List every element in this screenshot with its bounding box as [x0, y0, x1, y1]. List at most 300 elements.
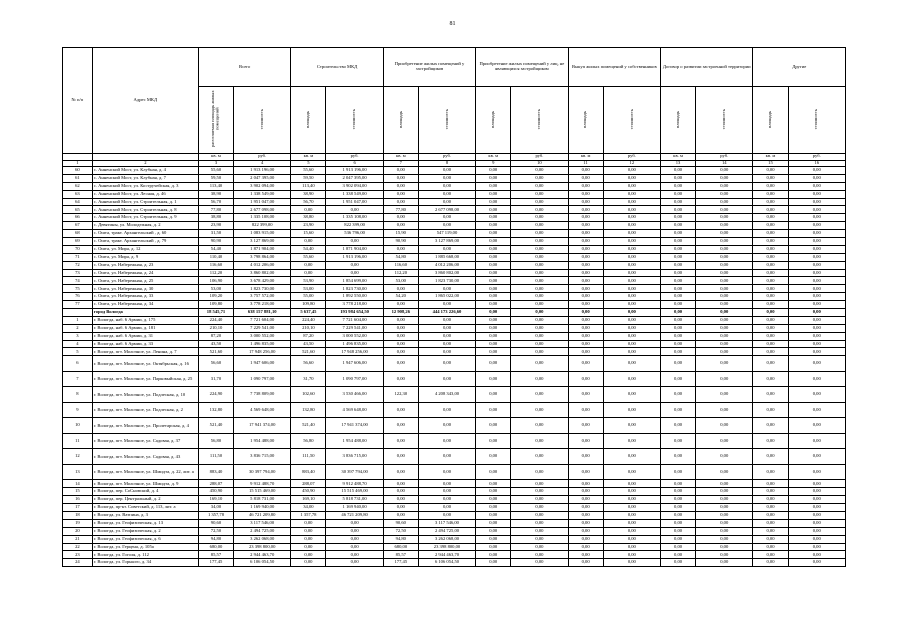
cost-cell: 1 954 488,00: [234, 433, 291, 449]
area-cell: 15,90: [383, 230, 418, 238]
cost-cell: 0,00: [511, 348, 568, 356]
area-cell: 0,00: [476, 332, 511, 340]
area-cell: 90,60: [383, 519, 418, 527]
cost-cell: 1 496 835,00: [234, 340, 291, 348]
area-cell: 177,45: [383, 559, 418, 567]
cost-cell: 0,00: [788, 371, 846, 387]
area-cell: 0,00: [753, 340, 788, 348]
cost-cell: 0,00: [603, 324, 660, 332]
area-cell: 0,00: [661, 449, 696, 465]
cost-cell: 0,00: [696, 261, 753, 269]
cost-cell: 0,00: [511, 174, 568, 182]
cost-cell: 3 860 802,00: [418, 269, 475, 277]
cost-cell: 0,00: [511, 277, 568, 285]
area-cell: 0,00: [753, 309, 788, 317]
area-cell: 5 637,45: [291, 309, 326, 317]
cost-cell: 0,00: [788, 206, 846, 214]
cost-cell: 444 173 226,60: [418, 309, 475, 317]
area-cell: 0,00: [383, 190, 418, 198]
area-cell: 0,00: [476, 535, 511, 543]
cost-cell: 0,00: [511, 238, 568, 246]
table-row: [63, 551, 846, 559]
cost-cell: 0,00: [418, 174, 475, 182]
area-cell: 0,00: [661, 340, 696, 348]
cost-cell: 0,00: [788, 402, 846, 418]
cost-cell: 0,00: [326, 238, 383, 246]
area-cell: 56,70: [198, 198, 233, 206]
area-cell: 0,00: [383, 496, 418, 504]
area-cell: 210,10: [198, 324, 233, 332]
cost-cell: 0,00: [603, 348, 660, 356]
area-cell: 0,00: [476, 167, 511, 175]
address-cell: г. Вологда, пгт. Молочное, ул. Шмидта, д. 9: [92, 480, 198, 488]
cost-cell: 15 515 469,00: [234, 488, 291, 496]
cost-cell: 0,00: [603, 356, 660, 372]
row-number: 71: [63, 253, 93, 261]
cost-cell: 0,00: [696, 253, 753, 261]
area-cell: 0,00: [476, 488, 511, 496]
area-cell: 0,00: [753, 238, 788, 246]
cost-cell: 0,00: [788, 277, 846, 285]
table-row: [63, 504, 846, 512]
cost-cell: 0,00: [603, 340, 660, 348]
area-cell: 0,00: [383, 301, 418, 309]
cost-cell: 0,00: [511, 190, 568, 198]
area-cell: 0,00: [476, 269, 511, 277]
cost-cell: 1 947 606,00: [326, 356, 383, 372]
cost-cell: 0,00: [418, 418, 475, 434]
area-cell: 0,00: [568, 551, 603, 559]
cost-cell: 3 117 546,00: [418, 519, 475, 527]
area-cell: 59,50: [198, 174, 233, 182]
row-number: 2: [63, 324, 93, 332]
cost-cell: 0,00: [603, 238, 660, 246]
table-row: [63, 371, 846, 387]
area-cell: 54,40: [291, 245, 326, 253]
unit-cell: руб.: [603, 154, 660, 161]
row-number: 76: [63, 293, 93, 301]
housing-relocation-table: [62, 47, 846, 567]
area-cell: 55,00: [291, 293, 326, 301]
table-row: [63, 316, 846, 324]
area-cell: 0,00: [753, 348, 788, 356]
cost-cell: 0,00: [511, 504, 568, 512]
area-cell: 0,00: [661, 387, 696, 403]
unit-cell: кв. м: [476, 154, 511, 161]
cost-cell: 0,00: [603, 206, 660, 214]
table-row: [63, 433, 846, 449]
row-number: 64: [63, 198, 93, 206]
row-number: 16: [63, 496, 93, 504]
area-cell: 0,00: [568, 543, 603, 551]
cost-cell: 0,00: [603, 464, 660, 480]
cost-cell: 4 012 206,00: [418, 261, 475, 269]
area-cell: 0,00: [568, 324, 603, 332]
subheader-cost: стоимость: [326, 87, 383, 154]
area-cell: 883,40: [198, 464, 233, 480]
row-number: 7: [63, 371, 93, 387]
cost-cell: 0,00: [696, 238, 753, 246]
cost-cell: 0,00: [511, 480, 568, 488]
area-cell: 0,00: [568, 206, 603, 214]
cost-cell: 0,00: [326, 535, 383, 543]
cost-cell: 4 569 648,00: [326, 402, 383, 418]
area-cell: 0,00: [383, 245, 418, 253]
area-cell: 109,80: [291, 301, 326, 309]
address-cell: г. Вологда, пгт. Молочное, ул. Подлесная, д. 2: [92, 402, 198, 418]
area-cell: 177,45: [198, 559, 233, 567]
cost-cell: 0,00: [788, 167, 846, 175]
row-number: 5: [63, 348, 93, 356]
area-cell: 0,00: [753, 496, 788, 504]
cost-cell: 0,00: [418, 371, 475, 387]
cost-cell: 0,00: [511, 511, 568, 519]
area-cell: 0,00: [661, 488, 696, 496]
area-cell: 0,00: [661, 190, 696, 198]
row-number: 9: [63, 402, 93, 418]
cost-cell: 0,00: [603, 504, 660, 512]
area-cell: 0,00: [383, 167, 418, 175]
area-cell: 0,00: [568, 348, 603, 356]
cost-cell: 0,00: [788, 198, 846, 206]
cost-cell: 0,00: [788, 222, 846, 230]
row-number: 4: [63, 340, 93, 348]
area-cell: 0,00: [291, 543, 326, 551]
address-cell: г. Вологда, наб. 6 Армии, д. 33: [92, 340, 198, 348]
cost-cell: 0,00: [511, 245, 568, 253]
area-cell: 23,90: [291, 222, 326, 230]
cost-cell: 17 948 256,00: [234, 348, 291, 356]
area-cell: 34,00: [198, 504, 233, 512]
area-cell: 0,00: [383, 214, 418, 222]
area-cell: 56,80: [198, 433, 233, 449]
row-number: 66: [63, 214, 93, 222]
area-cell: 0,00: [568, 449, 603, 465]
area-cell: 0,00: [476, 198, 511, 206]
area-cell: 1 357,78: [198, 511, 233, 519]
area-cell: 38,80: [198, 214, 233, 222]
table-body: [63, 167, 846, 567]
table-row: [63, 519, 846, 527]
area-cell: 0,00: [753, 504, 788, 512]
area-cell: 0,00: [753, 433, 788, 449]
area-cell: 0,00: [753, 245, 788, 253]
header-group-construction: Строительство МКД: [291, 48, 383, 87]
area-cell: 0,00: [476, 285, 511, 293]
cost-cell: 0,00: [511, 293, 568, 301]
cost-cell: 0,00: [696, 559, 753, 567]
area-cell: 680,00: [198, 543, 233, 551]
column-number-cell: 14: [696, 160, 753, 167]
area-cell: 0,00: [753, 527, 788, 535]
cost-cell: 30 397 794,00: [326, 464, 383, 480]
cost-cell: 0,00: [788, 535, 846, 543]
unit-cell: руб.: [234, 154, 291, 161]
cost-cell: 0,00: [788, 464, 846, 480]
cost-cell: 1 951 047,00: [234, 198, 291, 206]
area-cell: 0,00: [291, 238, 326, 246]
area-cell: 0,00: [661, 480, 696, 488]
cost-cell: 0,00: [418, 340, 475, 348]
cost-cell: 0,00: [326, 559, 383, 567]
cost-cell: 0,00: [511, 433, 568, 449]
cost-cell: 0,00: [418, 488, 475, 496]
cost-cell: 1 892 550,00: [326, 293, 383, 301]
column-number-cell: 5: [291, 160, 326, 167]
cost-cell: 0,00: [696, 198, 753, 206]
cost-cell: 3 262 068,00: [418, 535, 475, 543]
cost-cell: 0,00: [603, 261, 660, 269]
area-cell: 0,00: [661, 496, 696, 504]
cost-cell: 0,00: [418, 464, 475, 480]
cost-cell: 0,00: [603, 245, 660, 253]
header-group-buyout: Выкуп жилых помещений у собственников: [568, 48, 660, 87]
header-group-development-contract: Договор о развитии застроенной территории: [661, 48, 753, 87]
cost-cell: 0,00: [603, 551, 660, 559]
cost-cell: 0,00: [788, 182, 846, 190]
cost-cell: 193 984 654,50: [326, 309, 383, 317]
area-cell: 0,00: [568, 504, 603, 512]
cost-cell: 0,00: [696, 535, 753, 543]
area-cell: 0,00: [383, 418, 418, 434]
cost-cell: 0,00: [788, 301, 846, 309]
cost-cell: 0,00: [418, 449, 475, 465]
column-number-cell: 15: [753, 160, 788, 167]
area-cell: 0,00: [661, 293, 696, 301]
area-cell: 0,00: [476, 261, 511, 269]
cost-cell: 0,00: [511, 519, 568, 527]
cost-cell: 0,00: [603, 167, 660, 175]
cost-cell: 17 941 374,00: [234, 418, 291, 434]
cost-cell: 0,00: [696, 293, 753, 301]
area-cell: 90,90: [383, 238, 418, 246]
cost-cell: 0,00: [511, 551, 568, 559]
area-cell: 0,00: [568, 174, 603, 182]
subheader-area: расселяемая площадь жилых помещений: [198, 87, 233, 154]
area-cell: 0,00: [476, 190, 511, 198]
subheader-cost: стоимость: [603, 87, 660, 154]
area-cell: 0,00: [568, 230, 603, 238]
table-row: [63, 449, 846, 465]
area-cell: 0,00: [476, 402, 511, 418]
cost-cell: 1 885 668,00: [418, 253, 475, 261]
cost-cell: 0,00: [603, 309, 660, 317]
row-number: 24: [63, 559, 93, 567]
cost-cell: 0,00: [418, 480, 475, 488]
cost-cell: 0,00: [511, 496, 568, 504]
cost-cell: 0,00: [418, 316, 475, 324]
area-cell: 0,00: [568, 535, 603, 543]
address-cell: с. Анненский Мост, ул. Лесная, д. 46: [92, 190, 198, 198]
address-cell: с. Анненский Мост, ул. Строительная, д. 9: [92, 214, 198, 222]
cost-cell: 0,00: [418, 214, 475, 222]
table-row: [63, 238, 846, 246]
area-cell: 0,00: [753, 277, 788, 285]
cost-cell: 0,00: [788, 356, 846, 372]
area-cell: 87,20: [198, 332, 233, 340]
row-number: 19: [63, 519, 93, 527]
area-cell: 0,00: [476, 214, 511, 222]
area-cell: 0,00: [661, 174, 696, 182]
area-cell: 0,00: [476, 238, 511, 246]
area-cell: 0,00: [753, 480, 788, 488]
area-cell: 0,00: [568, 387, 603, 403]
address-cell: г. Вологда, ул. Ватпина, д. 3: [92, 511, 198, 519]
area-cell: 0,00: [476, 371, 511, 387]
area-cell: 0,00: [568, 261, 603, 269]
column-number-cell: 4: [234, 160, 291, 167]
address-cell: г. Вологда, наб. 6 Армии, д. 175: [92, 316, 198, 324]
area-cell: 224,40: [291, 316, 326, 324]
area-cell: 111,50: [198, 449, 233, 465]
cost-cell: 4 012 206,00: [234, 261, 291, 269]
cost-cell: 0,00: [418, 167, 475, 175]
area-cell: 77,80: [383, 206, 418, 214]
cost-cell: 0,00: [418, 433, 475, 449]
cost-cell: 0,00: [511, 418, 568, 434]
row-number: 17: [63, 504, 93, 512]
cost-cell: 0,00: [511, 324, 568, 332]
cost-cell: 1 090 797,00: [234, 371, 291, 387]
area-cell: 0,00: [476, 527, 511, 535]
row-number: 61: [63, 174, 93, 182]
cost-cell: 6 106 054,50: [234, 559, 291, 567]
address-cell: г. Вологда, пгт. Молочное, ул. Подлесная, д. 10: [92, 387, 198, 403]
cost-cell: 0,00: [511, 332, 568, 340]
area-cell: 0,00: [753, 551, 788, 559]
cost-cell: 0,00: [696, 340, 753, 348]
cost-cell: 1 090 797,00: [326, 371, 383, 387]
cost-cell: 0,00: [326, 261, 383, 269]
area-cell: 0,00: [383, 480, 418, 488]
table-row: [63, 182, 846, 190]
row-number: 11: [63, 433, 93, 449]
cost-cell: 0,00: [788, 480, 846, 488]
row-number: 13: [63, 464, 93, 480]
area-cell: 0,00: [476, 293, 511, 301]
area-cell: 56,70: [291, 198, 326, 206]
area-cell: 0,00: [568, 167, 603, 175]
row-number: 67: [63, 222, 93, 230]
area-cell: 54,40: [198, 245, 233, 253]
area-cell: 0,00: [753, 418, 788, 434]
area-cell: 106,90: [198, 277, 233, 285]
cost-cell: 0,00: [696, 174, 753, 182]
table-row: [63, 269, 846, 277]
row-number: [63, 309, 93, 317]
cost-cell: 0,00: [696, 496, 753, 504]
cost-cell: 0,00: [788, 496, 846, 504]
cost-cell: 0,00: [603, 488, 660, 496]
cost-cell: 0,00: [696, 387, 753, 403]
cost-cell: 0,00: [603, 519, 660, 527]
area-cell: 0,00: [476, 253, 511, 261]
cost-cell: 0,00: [603, 230, 660, 238]
area-cell: 521,40: [198, 418, 233, 434]
column-number-cell: 11: [568, 160, 603, 167]
cost-cell: 0,00: [696, 464, 753, 480]
cost-cell: 547 119,00: [418, 230, 475, 238]
area-cell: 0,00: [476, 301, 511, 309]
area-cell: 0,00: [568, 340, 603, 348]
area-cell: 72,50: [383, 527, 418, 535]
cost-cell: 3 798 864,00: [234, 253, 291, 261]
cost-cell: 0,00: [696, 182, 753, 190]
cost-cell: 1 913 196,00: [234, 167, 291, 175]
cost-cell: 0,00: [326, 551, 383, 559]
area-cell: 0,00: [753, 535, 788, 543]
cost-cell: 0,00: [326, 206, 383, 214]
unit-cell: руб.: [511, 154, 568, 161]
cost-cell: 0,00: [696, 245, 753, 253]
area-cell: 0,00: [661, 519, 696, 527]
cost-cell: 0,00: [788, 449, 846, 465]
cost-cell: 0,00: [603, 535, 660, 543]
row-number: 73: [63, 269, 93, 277]
area-cell: 116,60: [198, 261, 233, 269]
area-cell: 53,00: [291, 285, 326, 293]
address-cell: г. Вологда, наб. 6 Армии, д. 181: [92, 324, 198, 332]
cost-cell: 1 871 904,00: [234, 245, 291, 253]
area-cell: 0,00: [568, 269, 603, 277]
cost-cell: 7 738 809,00: [234, 387, 291, 403]
table-header: [63, 48, 846, 167]
cost-cell: 3 117 546,00: [234, 519, 291, 527]
area-cell: 31,70: [198, 371, 233, 387]
cost-cell: 0,00: [603, 277, 660, 285]
cost-cell: 0,00: [788, 245, 846, 253]
cost-cell: 0,00: [511, 198, 568, 206]
cost-cell: 0,00: [418, 504, 475, 512]
cost-cell: 0,00: [511, 316, 568, 324]
area-cell: 0,00: [753, 519, 788, 527]
cost-cell: 1 871 904,00: [326, 245, 383, 253]
area-cell: 0,00: [568, 480, 603, 488]
area-cell: 0,00: [568, 293, 603, 301]
table-row: [63, 348, 846, 356]
address-cell: с. Ошта, ул. Набережная, д. 33: [92, 293, 198, 301]
area-cell: 0,00: [753, 293, 788, 301]
row-number: 63: [63, 190, 93, 198]
area-cell: 0,00: [753, 301, 788, 309]
area-cell: 0,00: [568, 371, 603, 387]
address-cell: г. Вологда, пгт. Молочное, ул. Ленина, д. 7: [92, 348, 198, 356]
cost-cell: 0,00: [603, 285, 660, 293]
cost-cell: 0,00: [418, 324, 475, 332]
address-cell: с. Ошта, тракт. Архангельский , д. 79: [92, 238, 198, 246]
cost-cell: 0,00: [696, 504, 753, 512]
area-cell: 113,40: [198, 182, 233, 190]
table-row: [63, 285, 846, 293]
area-cell: 0,00: [753, 387, 788, 403]
area-cell: 0,00: [753, 285, 788, 293]
area-cell: 0,00: [661, 301, 696, 309]
cost-cell: 1 335 108,00: [234, 214, 291, 222]
cost-cell: 0,00: [418, 348, 475, 356]
area-cell: 0,00: [661, 371, 696, 387]
cost-cell: 0,00: [326, 269, 383, 277]
cost-cell: 0,00: [788, 324, 846, 332]
area-cell: 87,20: [291, 332, 326, 340]
column-number-cell: 1: [63, 160, 93, 167]
cost-cell: 0,00: [511, 464, 568, 480]
area-cell: 0,00: [753, 324, 788, 332]
cost-cell: 1 338 549,00: [234, 190, 291, 198]
subheader-area: площадь: [753, 87, 788, 154]
cost-cell: 1 823 730,00: [326, 285, 383, 293]
cost-cell: 1 913 196,00: [326, 167, 383, 175]
cost-cell: 0,00: [696, 527, 753, 535]
